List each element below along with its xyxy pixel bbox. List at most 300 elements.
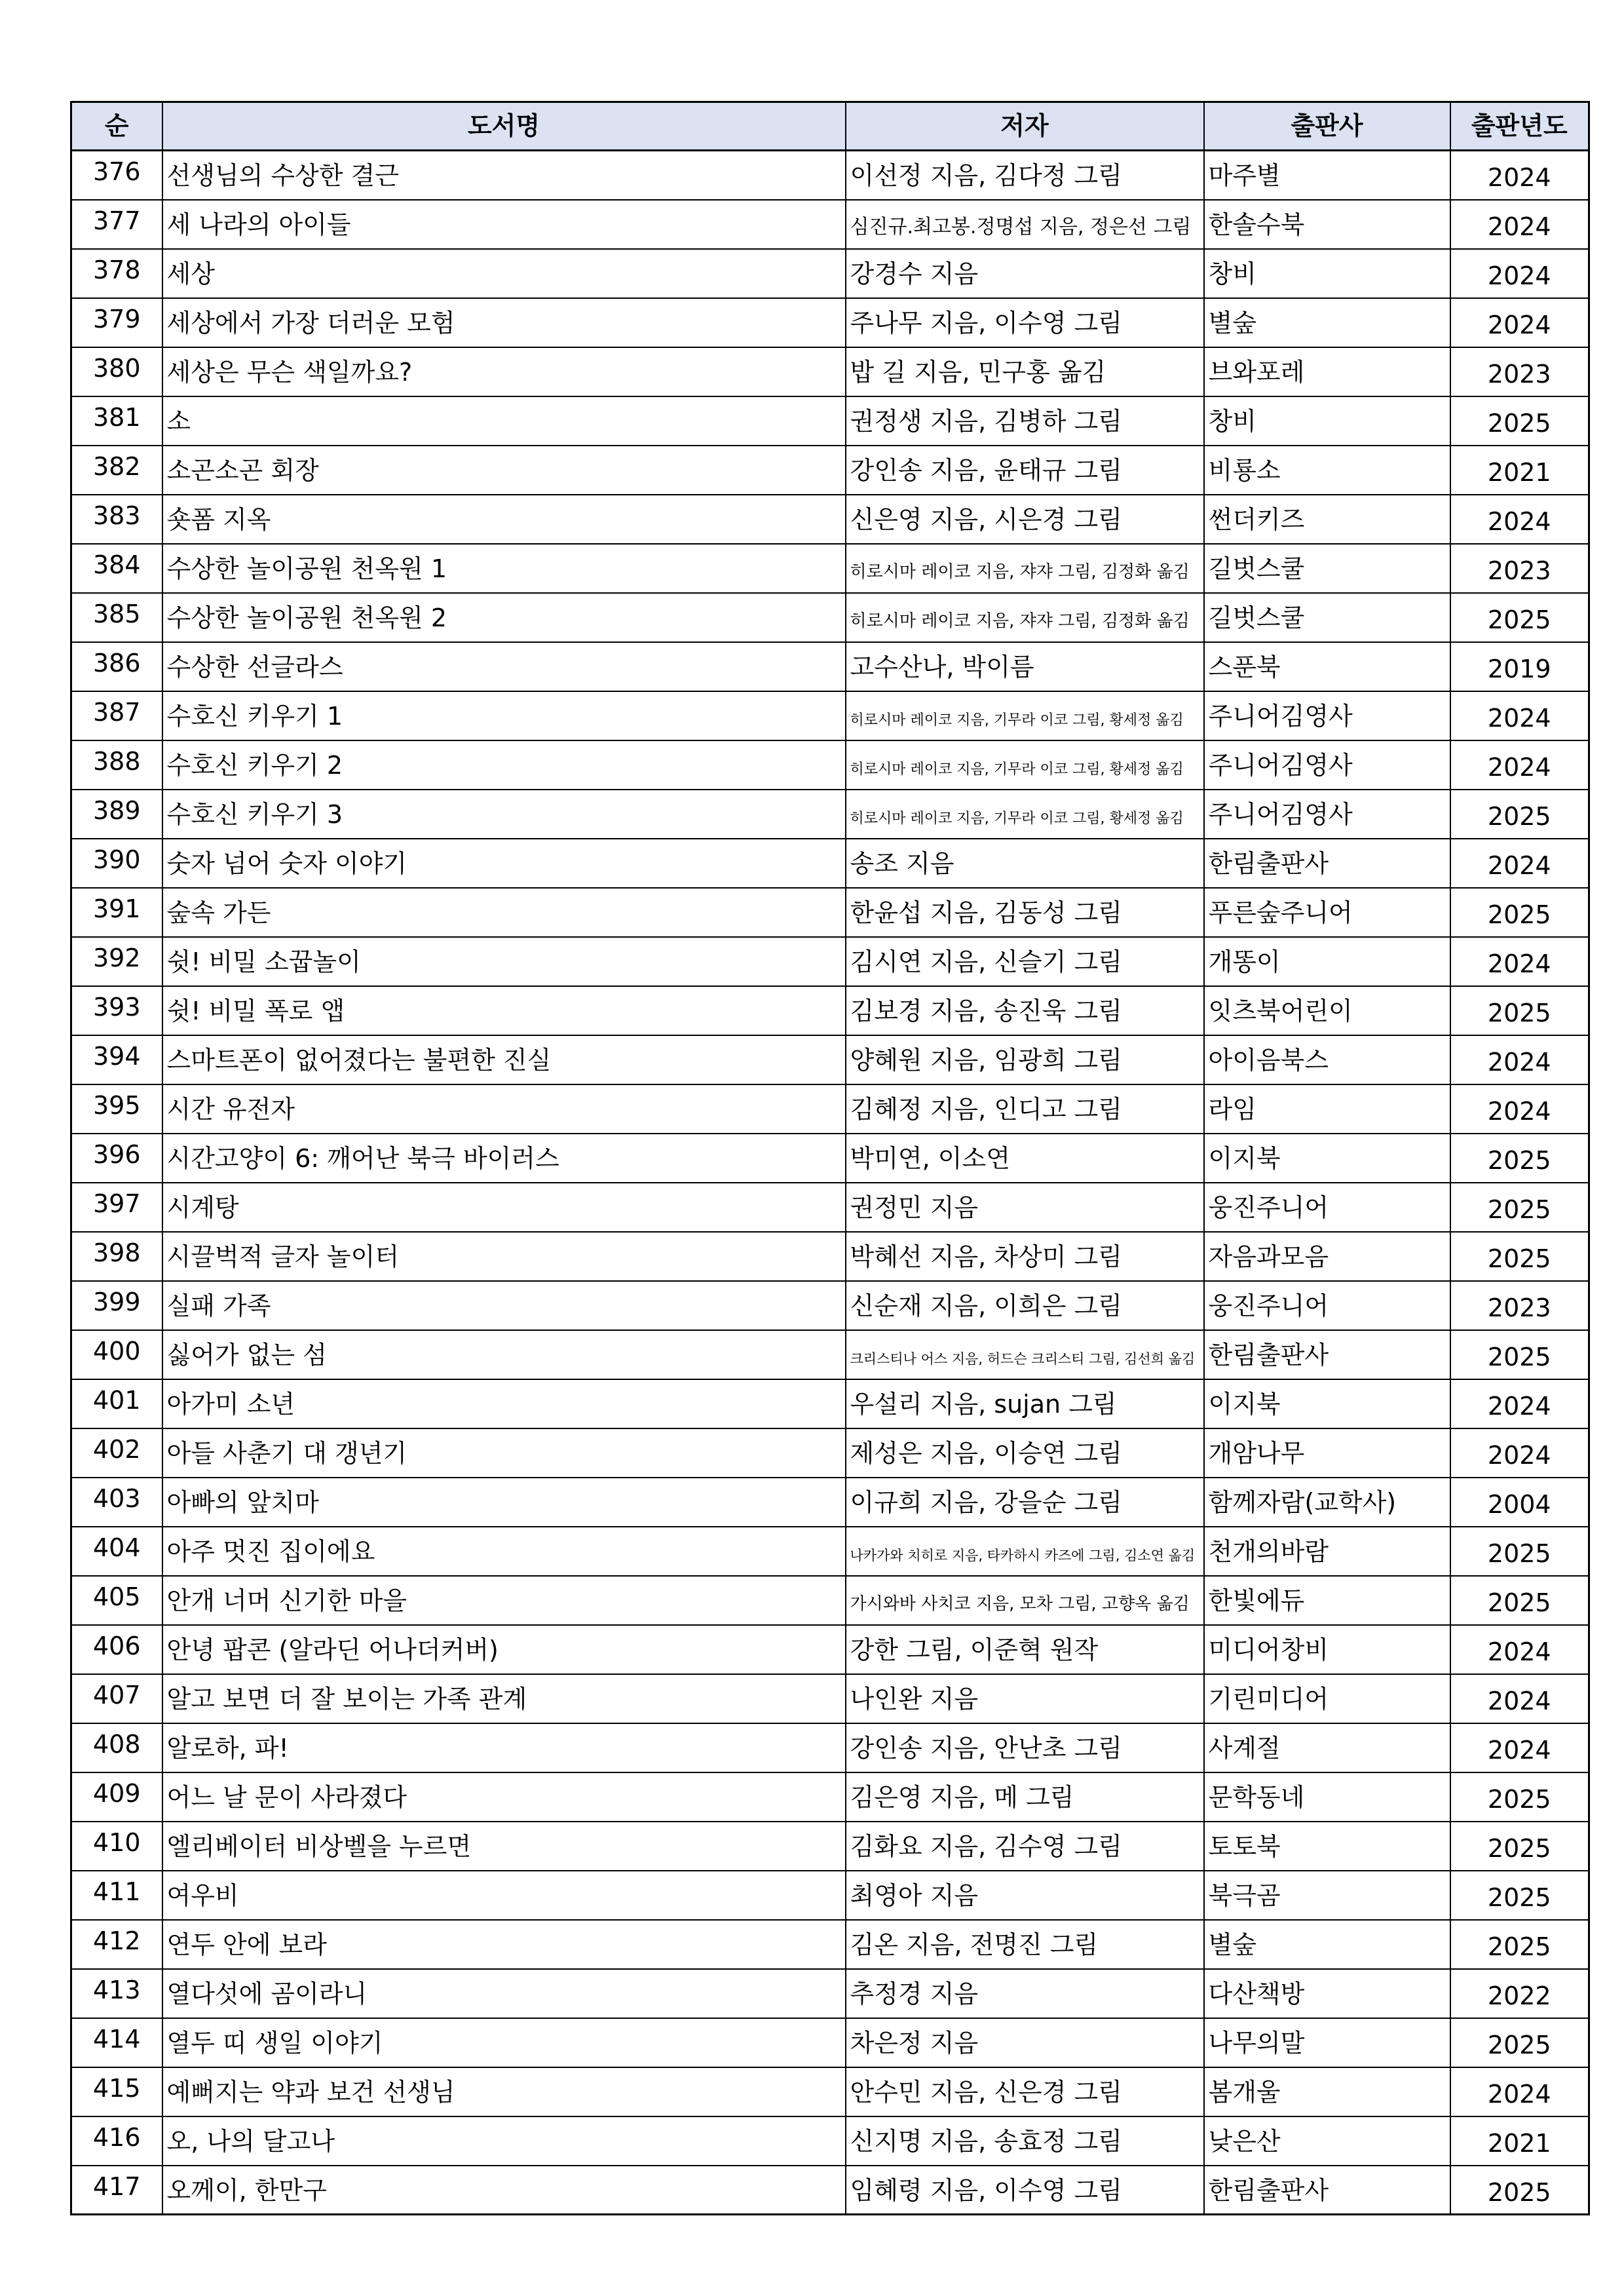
cell-author (846, 151, 1204, 200)
cell-num (71, 2166, 162, 2215)
cell-author (846, 1379, 1204, 1428)
author-text: 가시와바 사치코 지음, 모차 그림, 고향옥 옮김 (850, 1594, 1190, 1615)
cell-publisher (1204, 1035, 1450, 1084)
table-row (71, 1920, 1589, 1969)
title-text: 숏폼 지옥 (166, 505, 271, 535)
publisher-text: 브와포레 (1208, 358, 1305, 387)
cell-year (1450, 790, 1589, 839)
table-row (71, 740, 1589, 790)
table-row (71, 839, 1589, 888)
table-row (71, 642, 1589, 691)
num-text: 379 (92, 305, 141, 334)
publisher-text: 라임 (1208, 1095, 1256, 1124)
publisher-text: 자음과모음 (1208, 1242, 1329, 1272)
cell-title (162, 937, 846, 986)
cell-author (846, 1232, 1204, 1281)
cell-title (162, 151, 846, 200)
table-row (71, 1822, 1589, 1871)
cell-title (162, 691, 846, 740)
title-text: 시간 유전자 (166, 1095, 295, 1124)
table-row (71, 2166, 1589, 2215)
cell-title (162, 642, 846, 691)
cell-author (846, 2116, 1204, 2166)
cell-title (162, 1232, 846, 1281)
cell-num (71, 1969, 162, 2018)
table-row (71, 1428, 1589, 1478)
cell-publisher (1204, 200, 1450, 249)
author-text: 박미연, 이소연 (850, 1144, 1010, 1174)
year-text: 2024 (1487, 1736, 1551, 1765)
cell-author (846, 790, 1204, 839)
author-text: 나카가와 치히로 지음, 타카하시 카즈에 그림, 김소연 옮김 (850, 1548, 1196, 1564)
header-author: 저자 (846, 102, 1204, 151)
author-text: 신지명 지음, 송효정 그림 (850, 2127, 1122, 2156)
author-text: 이선정 지음, 김다정 그림 (850, 161, 1122, 191)
cell-year (1450, 495, 1589, 544)
cell-publisher (1204, 544, 1450, 593)
cell-title (162, 1035, 846, 1084)
cell-title (162, 298, 846, 347)
author-text: 고수산나, 박이름 (850, 653, 1034, 682)
cell-author (846, 396, 1204, 446)
publisher-text: 다산책방 (1208, 1980, 1305, 2009)
publisher-text: 잇츠북어린이 (1208, 997, 1353, 1026)
cell-year (1450, 1871, 1589, 1920)
cell-publisher (1204, 2067, 1450, 2116)
table-row (71, 888, 1589, 937)
publisher-text: 아이음북스 (1208, 1046, 1329, 1075)
cell-publisher (1204, 1281, 1450, 1330)
title-text: 시계탕 (166, 1193, 239, 1223)
table-row (71, 347, 1589, 396)
author-text: 권정생 지음, 김병하 그림 (850, 407, 1122, 436)
num-text: 395 (92, 1091, 141, 1120)
cell-title (162, 1183, 846, 1232)
cell-author (846, 1920, 1204, 1969)
cell-num (71, 937, 162, 986)
cell-year (1450, 200, 1589, 249)
cell-title (162, 446, 846, 495)
cell-author (846, 1428, 1204, 1478)
table-row (71, 1772, 1589, 1822)
cell-author (846, 937, 1204, 986)
year-text: 2024 (1487, 212, 1551, 242)
year-text: 2022 (1487, 1981, 1551, 2011)
title-text: 아주 멋진 집이에요 (166, 1537, 375, 1567)
author-text: 임혜령 지음, 이수영 그림 (850, 2175, 1122, 2205)
author-text: 제성은 지음, 이승연 그림 (850, 1439, 1122, 1468)
year-text: 2025 (1487, 1343, 1551, 1372)
cell-publisher (1204, 1428, 1450, 1478)
author-text: 우설리 지음, sujan 그림 (850, 1390, 1117, 1419)
year-text: 2025 (1487, 802, 1551, 832)
num-text: 411 (92, 1877, 141, 1907)
cell-title (162, 986, 846, 1035)
table-row (71, 1232, 1589, 1281)
title-text: 알로하, 파! (166, 1734, 289, 1763)
cell-title (162, 1379, 846, 1428)
year-text: 2025 (1487, 1539, 1551, 1569)
cell-publisher (1204, 1576, 1450, 1625)
header-row (71, 102, 1589, 151)
author-text: 김혜정 지음, 인디고 그림 (850, 1095, 1122, 1124)
year-text: 2025 (1487, 409, 1551, 438)
title-text: 쉿! 비밀 소꿉놀이 (166, 947, 361, 977)
num-text: 382 (92, 452, 141, 482)
author-text: 나인완 지음 (850, 1685, 979, 1714)
table-row (71, 1969, 1589, 2018)
cell-year (1450, 2018, 1589, 2067)
year-text: 2024 (1487, 1097, 1551, 1126)
cell-publisher (1204, 446, 1450, 495)
year-text: 2025 (1487, 1146, 1551, 1176)
title-text: 엘리베이터 비상벨을 누르면 (166, 1832, 472, 1862)
author-text: 김시연 지음, 신슬기 그림 (850, 947, 1122, 977)
year-text: 2024 (1487, 1392, 1551, 1421)
cell-year (1450, 1527, 1589, 1576)
cell-num (71, 2067, 162, 2116)
author-text: 최영아 지음 (850, 1881, 979, 1911)
cell-num (71, 1527, 162, 1576)
author-text: 박혜선 지음, 차상미 그림 (850, 1242, 1122, 1272)
author-text: 송조 지음 (850, 849, 954, 879)
cell-publisher (1204, 1232, 1450, 1281)
cell-author (846, 298, 1204, 347)
cell-author (846, 1625, 1204, 1674)
cell-year (1450, 544, 1589, 593)
publisher-text: 스푼북 (1208, 653, 1281, 682)
cell-year (1450, 888, 1589, 937)
cell-title (162, 2116, 846, 2166)
cell-publisher (1204, 1723, 1450, 1772)
title-text: 수호신 키우기 2 (166, 751, 343, 780)
author-text: 강인송 지음, 윤태규 그림 (850, 456, 1122, 486)
cell-num (71, 691, 162, 740)
year-text: 2025 (1487, 605, 1551, 635)
year-text: 2025 (1487, 1588, 1551, 1618)
year-text: 2024 (1487, 949, 1551, 979)
cell-publisher (1204, 495, 1450, 544)
publisher-text: 별숲 (1208, 309, 1256, 338)
title-text: 수상한 놀이공원 천옥원 2 (166, 603, 447, 633)
cell-num (71, 1330, 162, 1379)
cell-publisher (1204, 2116, 1450, 2166)
cell-publisher (1204, 249, 1450, 298)
cell-num (71, 790, 162, 839)
cell-title (162, 888, 846, 937)
cell-num (71, 1379, 162, 1428)
year-text: 2021 (1487, 2129, 1551, 2158)
num-text: 376 (92, 157, 141, 187)
author-text: 양혜원 지음, 임광희 그림 (850, 1046, 1122, 1075)
cell-num (71, 839, 162, 888)
publisher-text: 길벗스쿨 (1208, 603, 1305, 633)
author-text: 한윤섭 지음, 김동성 그림 (850, 898, 1122, 928)
cell-title (162, 1871, 846, 1920)
cell-year (1450, 593, 1589, 642)
cell-year (1450, 249, 1589, 298)
cell-num (71, 2018, 162, 2067)
table-row (71, 1674, 1589, 1723)
cell-publisher (1204, 937, 1450, 986)
table-row (71, 986, 1589, 1035)
cell-num (71, 593, 162, 642)
cell-year (1450, 1428, 1589, 1478)
num-text: 417 (92, 2172, 141, 2201)
cell-num (71, 1281, 162, 1330)
author-text: 밥 길 지음, 민구홍 옮김 (850, 358, 1106, 387)
header-title: 도서명 (162, 102, 846, 151)
table-row (71, 1084, 1589, 1134)
table-body (71, 151, 1589, 2215)
cell-num (71, 1428, 162, 1478)
cell-year (1450, 1772, 1589, 1822)
title-text: 열두 띠 생일 이야기 (166, 2029, 383, 2058)
cell-num (71, 347, 162, 396)
header-publisher: 출판사 (1204, 102, 1450, 151)
cell-publisher (1204, 593, 1450, 642)
cell-publisher (1204, 1822, 1450, 1871)
num-text: 412 (92, 1926, 141, 1956)
num-text: 381 (92, 403, 141, 432)
cell-title (162, 495, 846, 544)
publisher-text: 천개의바람 (1208, 1537, 1329, 1567)
cell-num (71, 2116, 162, 2166)
author-text: 주나무 지음, 이수영 그림 (850, 309, 1122, 338)
cell-title (162, 249, 846, 298)
publisher-text: 웅진주니어 (1208, 1193, 1329, 1223)
cell-num (71, 740, 162, 790)
year-text: 2024 (1487, 753, 1551, 782)
cell-year (1450, 986, 1589, 1035)
cell-author (846, 1822, 1204, 1871)
title-text: 수상한 놀이공원 천옥원 1 (166, 554, 447, 584)
cell-title (162, 1969, 846, 2018)
title-text: 소곤소곤 회장 (166, 456, 319, 486)
book-list-table (70, 101, 1590, 2215)
title-text: 세상에서 가장 더러운 모험 (166, 309, 455, 338)
num-text: 397 (92, 1189, 141, 1219)
num-text: 408 (92, 1730, 141, 1759)
year-text: 2025 (1487, 1932, 1551, 1962)
cell-author (846, 347, 1204, 396)
num-text: 385 (92, 600, 141, 629)
year-text: 2024 (1487, 704, 1551, 733)
cell-publisher (1204, 790, 1450, 839)
title-text: 선생님의 수상한 결근 (166, 161, 400, 191)
cell-publisher (1204, 839, 1450, 888)
cell-num (71, 1871, 162, 1920)
cell-author (846, 740, 1204, 790)
publisher-text: 창비 (1208, 259, 1256, 289)
cell-publisher (1204, 642, 1450, 691)
author-text: 신은영 지음, 시은경 그림 (850, 505, 1122, 535)
title-text: 안녕 팝콘 (알라딘 어나더커버) (166, 1636, 499, 1665)
publisher-text: 창비 (1208, 407, 1256, 436)
cell-num (71, 1134, 162, 1183)
author-text: 김화요 지음, 김수영 그림 (850, 1832, 1122, 1862)
num-text: 378 (92, 256, 141, 285)
cell-title (162, 2018, 846, 2067)
table-row (71, 495, 1589, 544)
publisher-text: 문학동네 (1208, 1783, 1305, 1812)
cell-year (1450, 1969, 1589, 2018)
publisher-text: 썬더키즈 (1208, 505, 1305, 535)
cell-publisher (1204, 1527, 1450, 1576)
cell-author (846, 1134, 1204, 1183)
publisher-text: 함께자람(교학사) (1208, 1488, 1397, 1518)
title-text: 세상 (166, 259, 215, 289)
cell-publisher (1204, 1379, 1450, 1428)
cell-publisher (1204, 151, 1450, 200)
num-text: 406 (92, 1632, 141, 1661)
cell-title (162, 396, 846, 446)
title-text: 아들 사춘기 대 갱년기 (166, 1439, 407, 1468)
title-text: 오께이, 한만구 (166, 2175, 327, 2205)
cell-author (846, 642, 1204, 691)
cell-publisher (1204, 1772, 1450, 1822)
table-row (71, 1330, 1589, 1379)
cell-publisher (1204, 1625, 1450, 1674)
num-text: 383 (92, 501, 141, 531)
title-text: 알고 보면 더 잘 보이는 가족 관계 (166, 1685, 527, 1714)
publisher-text: 기린미디어 (1208, 1685, 1329, 1714)
table-row (71, 446, 1589, 495)
publisher-text: 푸른숲주니어 (1208, 898, 1353, 928)
title-text: 아가미 소년 (166, 1390, 295, 1419)
year-text: 2021 (1487, 458, 1551, 488)
year-text: 2024 (1487, 507, 1551, 537)
year-text: 2024 (1487, 261, 1551, 291)
cell-publisher (1204, 1969, 1450, 2018)
table-row (71, 2067, 1589, 2116)
num-text: 407 (92, 1681, 141, 1710)
cell-num (71, 1920, 162, 1969)
year-text: 2025 (1487, 900, 1551, 930)
title-text: 오, 나의 달고나 (166, 2127, 335, 2156)
table-row (71, 2018, 1589, 2067)
cell-author (846, 839, 1204, 888)
cell-year (1450, 691, 1589, 740)
year-text: 2025 (1487, 1195, 1551, 1225)
cell-author (846, 200, 1204, 249)
title-text: 아빠의 앞치마 (166, 1488, 319, 1518)
table-row (71, 1134, 1589, 1183)
title-text: 세 나라의 아이들 (166, 210, 351, 240)
table-row (71, 1379, 1589, 1428)
year-text: 2019 (1487, 655, 1551, 684)
publisher-text: 마주별 (1208, 161, 1281, 191)
num-text: 409 (92, 1779, 141, 1808)
cell-publisher (1204, 1183, 1450, 1232)
cell-author (846, 1723, 1204, 1772)
cell-author (846, 1183, 1204, 1232)
cell-year (1450, 2166, 1589, 2215)
publisher-text: 한빛에듀 (1208, 1586, 1305, 1616)
cell-title (162, 790, 846, 839)
num-text: 402 (92, 1435, 141, 1464)
author-text: 강한 그림, 이준혁 원작 (850, 1636, 1099, 1665)
cell-year (1450, 1920, 1589, 1969)
table-row (71, 1871, 1589, 1920)
title-text: 세상은 무슨 색일까요? (166, 358, 413, 387)
table-row (71, 937, 1589, 986)
cell-title (162, 1281, 846, 1330)
table-header (71, 102, 1589, 151)
year-text: 2024 (1487, 1441, 1551, 1470)
table-row (71, 544, 1589, 593)
author-text: 히로시마 레이코 지음, 기무라 이코 그림, 황세정 옮김 (850, 761, 1184, 778)
cell-title (162, 200, 846, 249)
title-text: 숫자 넘어 숫자 이야기 (166, 849, 407, 879)
cell-author (846, 1330, 1204, 1379)
title-text: 안개 너머 신기한 마을 (166, 1586, 407, 1616)
cell-num (71, 1084, 162, 1134)
title-text: 예뻐지는 약과 보건 선생님 (166, 2078, 455, 2107)
author-text: 이규희 지음, 강을순 그림 (850, 1488, 1122, 1518)
num-text: 384 (92, 550, 141, 580)
cell-num (71, 1723, 162, 1772)
cell-year (1450, 839, 1589, 888)
publisher-text: 한솔수북 (1208, 210, 1305, 240)
cell-author (846, 593, 1204, 642)
publisher-text: 나무의말 (1208, 2029, 1305, 2058)
year-text: 2024 (1487, 851, 1551, 881)
cell-year (1450, 151, 1589, 200)
title-text: 어느 날 문이 사라졌다 (166, 1783, 407, 1812)
publisher-text: 길벗스쿨 (1208, 554, 1305, 584)
title-text: 열다섯에 곰이라니 (166, 1980, 368, 2009)
title-text: 시끌벅적 글자 놀이터 (166, 1242, 400, 1272)
cell-author (846, 1576, 1204, 1625)
publisher-text: 이지북 (1208, 1390, 1281, 1419)
header-num: 순 (71, 102, 162, 151)
num-text: 404 (92, 1533, 141, 1563)
cell-author (846, 1871, 1204, 1920)
publisher-text: 이지북 (1208, 1144, 1281, 1174)
publisher-text: 낮은산 (1208, 2127, 1281, 2156)
cell-year (1450, 1183, 1589, 1232)
num-text: 414 (92, 2025, 141, 2054)
cell-year (1450, 1232, 1589, 1281)
num-text: 391 (92, 894, 141, 924)
cell-author (846, 544, 1204, 593)
publisher-text: 주니어김영사 (1208, 751, 1353, 780)
author-text: 크리스티나 어스 지음, 허드슨 크리스티 그림, 김선희 옮김 (850, 1351, 1196, 1368)
publisher-text: 개암나무 (1208, 1439, 1305, 1468)
table-row (71, 1625, 1589, 1674)
table-row (71, 396, 1589, 446)
num-text: 400 (92, 1337, 141, 1366)
cell-title (162, 1330, 846, 1379)
cell-publisher (1204, 2018, 1450, 2067)
cell-author (846, 691, 1204, 740)
num-text: 392 (92, 944, 141, 973)
author-text: 권정민 지음 (850, 1193, 979, 1223)
cell-num (71, 1035, 162, 1084)
table-row (71, 2116, 1589, 2166)
cell-year (1450, 937, 1589, 986)
num-text: 399 (92, 1288, 141, 1317)
publisher-text: 한림출판사 (1208, 2175, 1329, 2205)
author-text: 김온 지음, 전명진 그림 (850, 1930, 1099, 1960)
year-text: 2025 (1487, 999, 1551, 1028)
title-text: 스마트폰이 없어졌다는 불편한 진실 (166, 1046, 552, 1075)
author-text: 김보경 지음, 송진욱 그림 (850, 997, 1122, 1026)
cell-author (846, 1281, 1204, 1330)
cell-year (1450, 1330, 1589, 1379)
publisher-text: 개똥이 (1208, 947, 1281, 977)
